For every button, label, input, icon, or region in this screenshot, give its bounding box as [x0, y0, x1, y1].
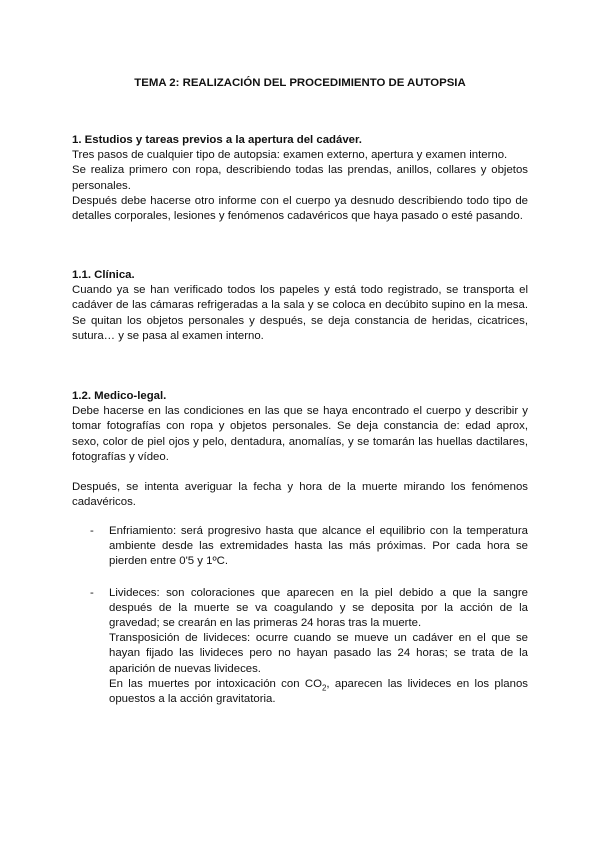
list-item-text: Enfriamiento: será progresivo hasta que alcance el equilibrio con la temperatura ambiente desde las extremidades hasta las más próximas. Por cada hora se pierden entre 0'5 y 1ºC. — [109, 525, 528, 568]
paragraph: Debe hacerse en las condiciones en las que se haya encontrado el cuerpo y describir y tomar fotografías con ropa y objetos personales. Se deja constancia de: edad aprox, sexo, color de piel ojos y pelo, dentadura, anomalías, y se tomarán las huellas dactilares, fotografías y vídeo. — [72, 405, 528, 463]
list-item — [90, 586, 528, 708]
section-heading: 1.2. Medico-legal. — [72, 390, 167, 402]
list-dash: - — [90, 586, 94, 599]
list-dash: - — [90, 525, 94, 537]
subscript: 2 — [321, 683, 327, 693]
section-medico-legal — [72, 389, 528, 510]
text-run: En las muertes por intoxicación con CO — [109, 677, 322, 690]
list-item-text: Transposición de livideces: ocurre cuando se mueve un cadáver en el que se hayan fijado las livideces pero no hayan pasado las 24 horas; se trata de la aparición de nuevas livideces. — [109, 632, 528, 675]
paragraph: Después, se intenta averiguar la fecha y hora de la muerte mirando los fenómenos cadavéricos. — [72, 481, 528, 509]
document-title: TEMA 2: REALIZACIÓN DEL PROCEDIMIENTO DE AUTOPSIA — [134, 77, 466, 89]
section-estudios — [72, 133, 528, 224]
paragraph: Cuando ya se han verificado todos los papeles y está todo registrado, se transporta el cadáver de las cámaras refrigeradas a la sala y se coloca en decúbito supino en la mesa. Se quitan los objetos personales y después, se deja constancia de heridas, cicatrices, sutura… y se pasa al examen interno. — [72, 284, 528, 342]
paragraph: Después debe hacerse otro informe con el cuerpo ya desnudo describiendo todo tipo de detalles corporales, lesiones y fenómenos cadavéricos que haya pasado o esté pasando. — [72, 194, 528, 223]
paragraph: Tres pasos de cualquier tipo de autopsia: examen externo, apertura y examen interno. — [72, 149, 508, 162]
list-item-text: Livideces: son coloraciones que aparecen en la piel debido a que la sangre después de la muerte se va coagulando y se deposita por la acción de la gravedad; se crearán en las primeras 24 horas tras la muerte. — [109, 586, 528, 630]
text-run: , aparecen las livideces en los planos opuestos a la acción gravitatoria. — [109, 677, 528, 706]
phenomena-list — [90, 524, 528, 707]
section-clinica — [72, 268, 528, 344]
paragraph: Se realiza primero con ropa, describiendo todas las prendas, anillos, collares y objetos personales. — [72, 164, 528, 192]
list-item-text — [109, 677, 528, 707]
section-heading: 1.1. Clínica. — [72, 269, 135, 281]
list-item — [90, 524, 528, 570]
section-heading: 1. Estudios y tareas previos a la apertura del cadáver. — [72, 134, 362, 146]
